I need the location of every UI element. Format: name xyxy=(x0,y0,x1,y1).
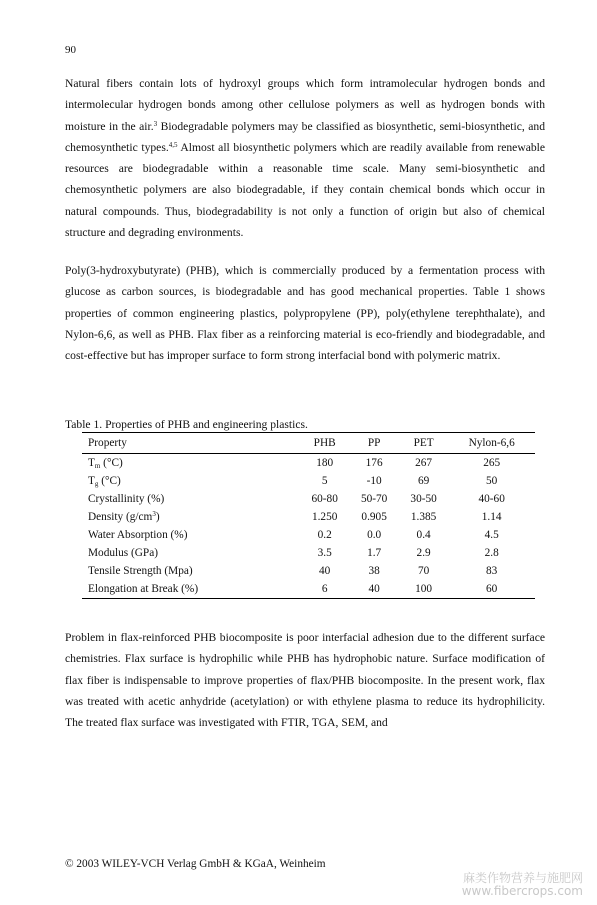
table-row xyxy=(82,490,535,508)
value-cell: 60-80 xyxy=(311,493,338,505)
property-cell: Density $(g/cm^3)$ xyxy=(88,510,160,523)
value-cell: 176 xyxy=(365,457,383,469)
table-row xyxy=(82,544,535,562)
paragraph-flax-reinforced: Problem in flax-reinforced PHB biocomposite is poor interfacial adhesion due to the different surface chemistries. Flax surface is hydrophilic while PHB has hydrophobic nature. Surface modification of flax fiber is indispensable to improve properties of flax/PHB biocomposite. In the present work, flax was treated with acetic anhydride (acetylation) or with ethylene plasma to reduce its hydrophilicity. The treated flax surface was investigated with FTIR, TGA, SEM, and xyxy=(65,631,545,730)
citation-ref: 3 xyxy=(153,119,158,128)
copyright-footer: © 2003 WILEY-VCH Verlag GmbH & KGaA, Weinheim xyxy=(65,858,326,870)
header-cell: Nylon-6,6 xyxy=(468,437,515,449)
value-cell: 5 xyxy=(321,475,328,487)
value-cell: 100 xyxy=(415,583,433,595)
value-cell: 0.2 xyxy=(317,529,332,541)
header-cell: PP xyxy=(367,437,381,449)
property-cell: Water Absorption (%) xyxy=(88,529,188,541)
value-cell: 1.7 xyxy=(367,547,382,559)
value-cell: 83 xyxy=(486,565,498,577)
value-cell: 50-70 xyxy=(360,493,388,505)
value-cell: 6 xyxy=(321,583,328,595)
value-cell: 1.250 xyxy=(311,511,338,523)
value-cell: 2.8 xyxy=(484,547,499,559)
paragraph-text: Natural fibers contain lots of hydroxyl groups which form intramolecular hydrogen bonds and intermolecular hydrogen bonds among other cellulose polymers as well as hydrogen bonds with moisture in the air. xyxy=(65,77,545,133)
value-cell: 38 xyxy=(368,565,380,577)
table-row xyxy=(82,562,535,580)
table-row xyxy=(82,454,535,473)
watermark xyxy=(462,872,583,898)
paragraph-text: Biodegradable polymers may be classified as biosynthetic, semi-biosynthetic, and chemosynthetic types. xyxy=(65,119,545,154)
header-cell: PET xyxy=(413,437,434,449)
table-header-row xyxy=(82,433,535,454)
watermark-line: 麻类作物营养与施肥网 xyxy=(462,871,583,885)
value-cell: 4.5 xyxy=(484,529,499,541)
value-cell: 267 xyxy=(415,457,433,469)
watermark-line: www.fibercrops.com xyxy=(461,884,583,898)
property-cell: $T_m$ (°C) xyxy=(88,457,123,470)
property-cell: Modulus (GPa) xyxy=(88,547,158,559)
table-row xyxy=(82,472,535,490)
table-row xyxy=(82,508,535,526)
paragraph-phb: Poly(3-hydroxybutyrate) (PHB), which is commercially produced by a fermentation process with glucose as carbon sources, is biodegradable and has good mechanical properties. Table 1 shows properties of common engineering plastics, polypropylene (PP), poly(ethylene terephthalate), and Nylon-6,6, as well as PHB. Flax fiber as a reinforcing material is eco-friendly and biodegradable, and cost-effective but has improper surface to form strong interfacial bond with polymeric matrix. xyxy=(65,264,545,363)
property-cell: $T_g$ (°C) xyxy=(88,475,121,488)
property-cell: Elongation at Break (%) xyxy=(88,583,199,595)
value-cell: 3.5 xyxy=(317,547,332,559)
paragraph-natural-fibers xyxy=(65,73,545,243)
value-cell: 40-60 xyxy=(478,493,505,505)
value-cell: 69 xyxy=(417,475,430,487)
property-cell: Crystallinity (%) xyxy=(88,493,165,505)
value-cell: 70 xyxy=(417,565,430,577)
citation-ref: 4,5 xyxy=(168,140,178,149)
value-cell: 40 xyxy=(319,565,331,577)
value-cell: 265 xyxy=(483,457,501,469)
value-cell: 0.905 xyxy=(361,511,387,523)
table-row xyxy=(82,580,535,599)
properties-table xyxy=(82,432,535,599)
value-cell: 0.0 xyxy=(367,529,382,541)
value-cell: 180 xyxy=(316,457,334,469)
value-cell: 2.9 xyxy=(416,547,431,559)
value-cell: 40 xyxy=(368,583,380,595)
table-caption: Table 1. Properties of PHB and engineering plastics. xyxy=(65,418,308,431)
paragraph-text: Almost all biosynthetic polymers which are readily available from renewable resources are biodegradable within a reasonable time scale. Many semi-biosynthetic and chemosynthetic polymers are also biodegradable, if they contain chemical bonds which occur in natural compounds. Thus, biodegradability is not only a function of origin but also of chemical structure and degrading environments. xyxy=(65,140,546,240)
value-cell: 1.385 xyxy=(410,511,437,523)
header-cell: Property xyxy=(88,437,127,449)
value-cell: 60 xyxy=(486,583,498,595)
header-cell: PHB xyxy=(313,437,336,449)
page-number: 90 xyxy=(65,44,76,56)
property-cell: Tensile Strength (Mpa) xyxy=(88,565,193,577)
value-cell: 1.14 xyxy=(481,511,502,523)
value-cell: -10 xyxy=(366,475,382,487)
value-cell: 50 xyxy=(486,475,498,487)
value-cell: 0.4 xyxy=(416,529,431,541)
value-cell: 30-50 xyxy=(410,493,437,505)
table-row xyxy=(82,526,535,544)
